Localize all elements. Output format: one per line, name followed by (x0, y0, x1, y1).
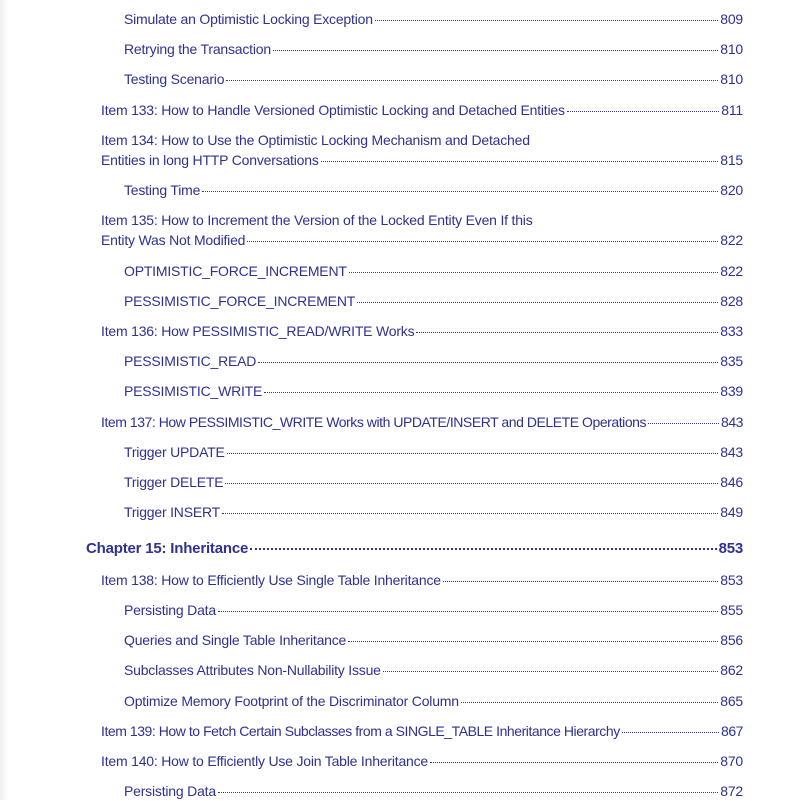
toc-page-number: 833 (720, 323, 743, 339)
toc-entry-title: Trigger INSERT (124, 504, 220, 520)
toc-section-entry[interactable] (124, 660, 743, 680)
leader-dots (461, 702, 718, 703)
leader-dots (375, 20, 718, 21)
toc-item-entry[interactable] (101, 321, 743, 341)
toc-item-entry[interactable] (101, 100, 743, 120)
leader-dots (443, 581, 718, 582)
toc-entry-title: Retrying the Transaction (124, 41, 271, 57)
toc-entry-title: PESSIMISTIC_WRITE (124, 383, 263, 399)
toc-page-number: 815 (720, 152, 743, 168)
toc-section-entry[interactable] (124, 39, 743, 59)
toc-page-number: 862 (720, 662, 743, 678)
leader-dots (250, 548, 716, 550)
toc-item-entry[interactable] (101, 570, 743, 590)
toc-entry-title: Item 140: How to Efficiently Use Join Table Inheritance (101, 753, 428, 769)
leader-dots (247, 241, 718, 242)
toc-entry-title: Entities in long HTTP Conversations (101, 152, 319, 168)
toc-page-number: 870 (720, 753, 743, 769)
toc-page-number: 839 (720, 383, 743, 399)
leader-dots (258, 362, 718, 363)
toc-entry-title: Item 136: How PESSIMISTIC_READ/WRITE Works (101, 323, 415, 339)
toc-entry-title: Trigger UPDATE (124, 444, 225, 460)
toc-page-number: 809 (720, 11, 743, 27)
toc-section-entry[interactable] (124, 630, 743, 650)
toc-item-entry[interactable] (101, 721, 743, 741)
leader-dots (383, 671, 718, 672)
leader-dots (264, 392, 718, 393)
toc-item-entry[interactable] (101, 412, 743, 432)
toc-entry-title: Subclasses Attributes Non-Nullability Issue (124, 662, 381, 678)
leader-dots (357, 302, 718, 303)
toc-page-number: 853 (720, 572, 743, 588)
toc-page-number: 810 (720, 41, 743, 57)
toc-page-number: 843 (720, 444, 743, 460)
toc-page-number: 822 (720, 263, 743, 279)
toc-section-entry[interactable] (124, 69, 743, 89)
toc-item-entry[interactable] (101, 210, 743, 250)
toc-entry-title: Simulate an Optimistic Locking Exception (124, 11, 373, 27)
leader-dots (348, 641, 718, 642)
toc-page-number: 856 (720, 632, 743, 648)
toc-entry-title: PESSIMISTIC_READ (124, 353, 257, 369)
toc-page-number: 843 (720, 414, 743, 430)
toc-page-number: 828 (720, 293, 743, 309)
toc-entry-title: Persisting Data (124, 783, 216, 799)
toc-chapter-entry[interactable] (86, 539, 743, 559)
toc-page-number: 811 (721, 102, 743, 118)
toc-page-number: 846 (720, 474, 743, 490)
page-edge-shadow (0, 0, 8, 800)
toc-entry-title: Trigger DELETE (124, 474, 224, 490)
toc-entry-title: Testing Time (124, 182, 201, 198)
toc-section-entry[interactable] (124, 9, 743, 29)
toc-section-entry[interactable] (124, 691, 743, 711)
toc-section-entry[interactable] (124, 381, 743, 401)
toc-page-number: 822 (720, 232, 743, 248)
toc-section-entry[interactable] (124, 180, 743, 200)
leader-dots (222, 513, 718, 514)
toc-page-number: 853 (718, 540, 743, 557)
leader-dots (349, 272, 719, 273)
toc-entry-title: Queries and Single Table Inheritance (124, 632, 347, 648)
toc-section-entry[interactable] (124, 291, 743, 311)
leader-dots (218, 792, 718, 793)
toc-section-entry[interactable] (124, 600, 743, 620)
leader-dots (218, 611, 718, 612)
toc-section-entry[interactable] (124, 261, 743, 281)
toc-entry-title: Item 133: How to Handle Versioned Optimistic Locking and Detached Entities (101, 102, 565, 118)
leader-dots (225, 483, 718, 484)
toc-entry-title-line1: Item 135: How to Increment the Version of the Locked Entity Even If this (101, 212, 533, 228)
toc-entry-title: Entity Was Not Modified (101, 232, 246, 248)
toc-section-entry[interactable] (124, 472, 743, 492)
toc-entry-title: PESSIMISTIC_FORCE_INCREMENT (124, 293, 356, 309)
leader-dots (202, 191, 718, 192)
leader-dots (273, 50, 718, 51)
leader-dots (567, 111, 719, 112)
toc-entry-title: Item 138: How to Efficiently Use Single Table Inheritance (101, 572, 441, 588)
leader-dots (321, 161, 719, 162)
toc-page-number: 855 (720, 602, 743, 618)
toc-page-number: 872 (720, 783, 743, 799)
toc-entry-title: Item 139: How to Fetch Certain Subclasses from a SINGLE_TABLE Inheritance Hierarchy (101, 723, 620, 739)
toc-entry-title-line1: Item 134: How to Use the Optimistic Locking Mechanism and Detached (101, 132, 530, 148)
leader-dots (226, 80, 718, 81)
leader-dots (622, 732, 719, 733)
leader-dots (430, 762, 718, 763)
toc-section-entry[interactable] (124, 351, 743, 371)
toc-entry-title: OPTIMISTIC_FORCE_INCREMENT (124, 263, 347, 279)
toc-entry-title: Optimize Memory Footprint of the Discriminator Column (124, 693, 459, 709)
toc-entry-title: Persisting Data (124, 602, 216, 618)
toc-page-number: 810 (720, 71, 743, 87)
leader-dots (416, 332, 718, 333)
toc-page-number: 820 (720, 182, 743, 198)
toc-item-entry[interactable] (101, 130, 743, 170)
toc-chapter-title: Chapter 15: Inheritance (86, 540, 249, 557)
leader-dots (648, 423, 719, 424)
toc-page-number: 867 (720, 723, 743, 739)
toc-item-entry[interactable] (101, 751, 743, 771)
toc-page-number: 835 (720, 353, 743, 369)
toc-entry-title: Item 137: How PESSIMISTIC_WRITE Works with UPDATE/INSERT and DELETE Operations (101, 414, 647, 430)
toc-section-entry[interactable] (124, 442, 743, 462)
toc-entry-title: Testing Scenario (124, 71, 225, 87)
toc-section-entry[interactable] (124, 781, 743, 801)
leader-dots (227, 453, 719, 454)
toc-section-entry[interactable] (124, 502, 743, 522)
toc-page-number: 849 (720, 504, 743, 520)
toc-page-number: 865 (720, 693, 743, 709)
